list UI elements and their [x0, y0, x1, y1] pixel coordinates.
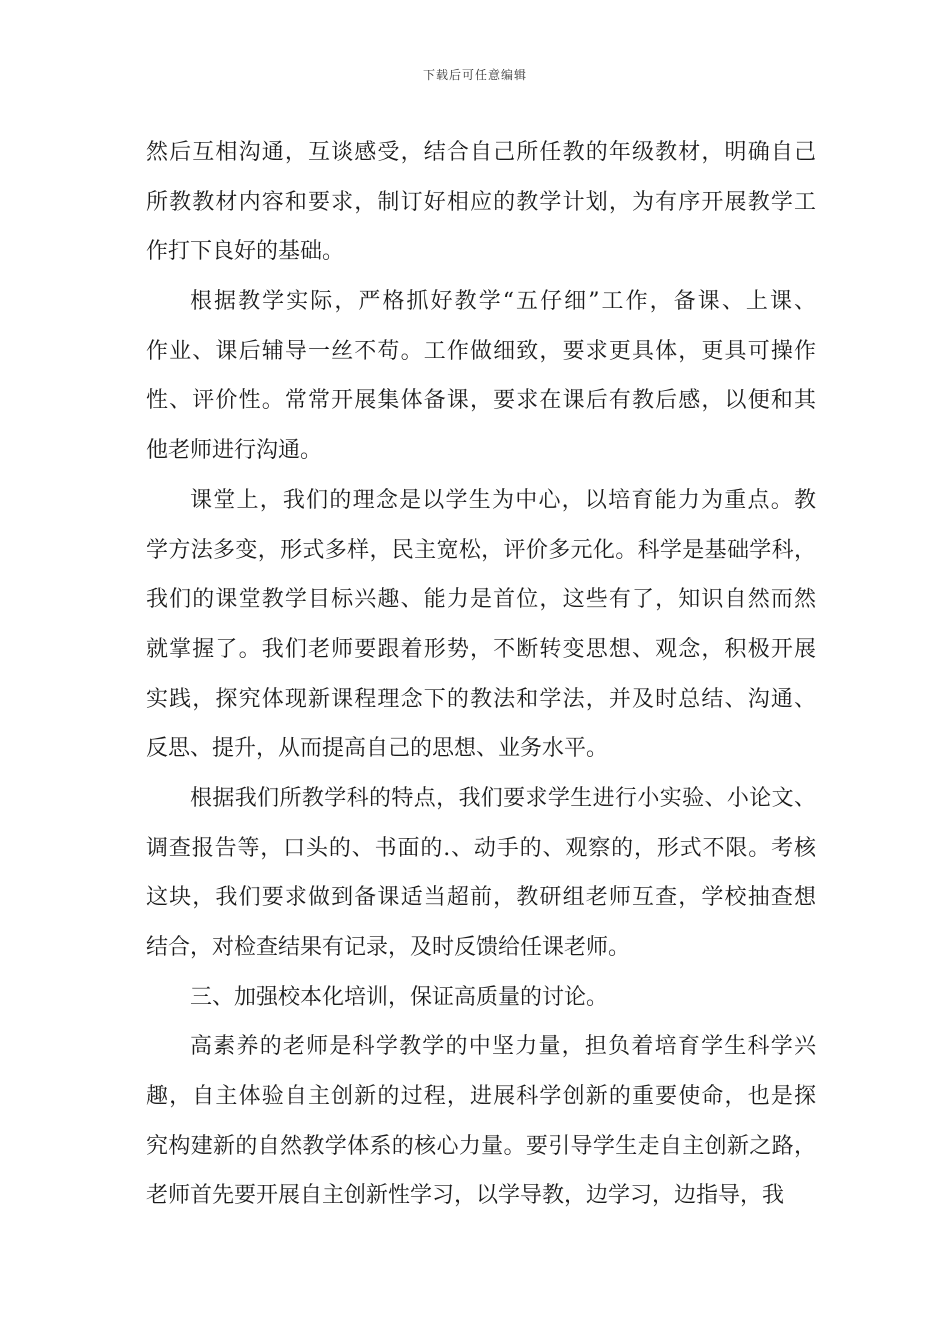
text-line: 老师首先要开展自主创新性学习，以学导教，边学习，边指导，我 [146, 1183, 785, 1209]
text-line: 反思、提升，从而提高自己的思想、业务水平。 [146, 736, 609, 762]
text-line: 根据我们所教学科的特点，我们要求学生进行小实验、小论文、 [190, 785, 816, 811]
text-line: 高素养的老师是科学教学的中坚力量，担负着培育学生科学兴 [190, 1034, 816, 1060]
text-line: 根据教学实际，严格抓好教学“五仔细”工作，备课、上课、 [190, 289, 816, 315]
text-line: 学方法多变，形式多样，民主宽松，评价多元化。科学是基础学科， [146, 537, 816, 563]
text-line: 作打下良好的基础。 [146, 239, 345, 265]
text-line: 他老师进行沟通。 [146, 438, 323, 464]
document-body [146, 128, 816, 1221]
text-line: 然后互相沟通，互谈感受，结合自己所任教的年级教材，明确自己 [146, 140, 816, 165]
paragraph [146, 1022, 816, 1221]
text-line: 趣，自主体验自主创新的过程，进展科学创新的重要使命，也是探 [146, 1084, 816, 1110]
text-line: 就掌握了。我们老师要跟着形势，不断转变思想、观念，积极开展 [146, 636, 816, 662]
page-header: 下载后可任意编辑 [422, 68, 527, 82]
text-line: 作业、课后辅导一丝不苟。工作做细致，要求更具体，更具可操作 [146, 338, 816, 364]
text-line: 究构建新的自然教学体系的核心力量。要引导学生走自主创新之路， [146, 1133, 816, 1159]
text-line: 调查报告等，口头的、书面的.、动手的、观察的，形式不限。考核 [146, 835, 816, 861]
paragraph [146, 277, 816, 476]
text-line: 结合，对检查结果有记录，及时反馈给任课老师。 [146, 935, 631, 960]
text-line: 实践，探究体现新课程理念下的教法和学法，并及时总结、沟通、 [146, 686, 816, 712]
paragraph [146, 774, 816, 973]
paragraph [146, 973, 816, 1023]
text-line: 这块，我们要求做到备课适当超前，教研组老师互查，学校抽查想 [146, 885, 816, 911]
text-line: 我们的课堂教学目标兴趣、能力是首位，这些有了，知识自然而然 [146, 587, 816, 613]
text-line: 课堂上，我们的理念是以学生为中心，以培育能力为重点。教 [190, 487, 816, 513]
paragraph [146, 476, 816, 774]
text-line: 所教教材内容和要求，制订好相应的教学计划，为有序开展教学工 [146, 189, 816, 215]
paragraph [146, 128, 816, 277]
text-line: 性、评价性。常常开展集体备课，要求在课后有教后感，以便和其 [146, 388, 816, 414]
text-line: 三、加强校本化培训，保证高质量的讨论。 [190, 984, 609, 1010]
